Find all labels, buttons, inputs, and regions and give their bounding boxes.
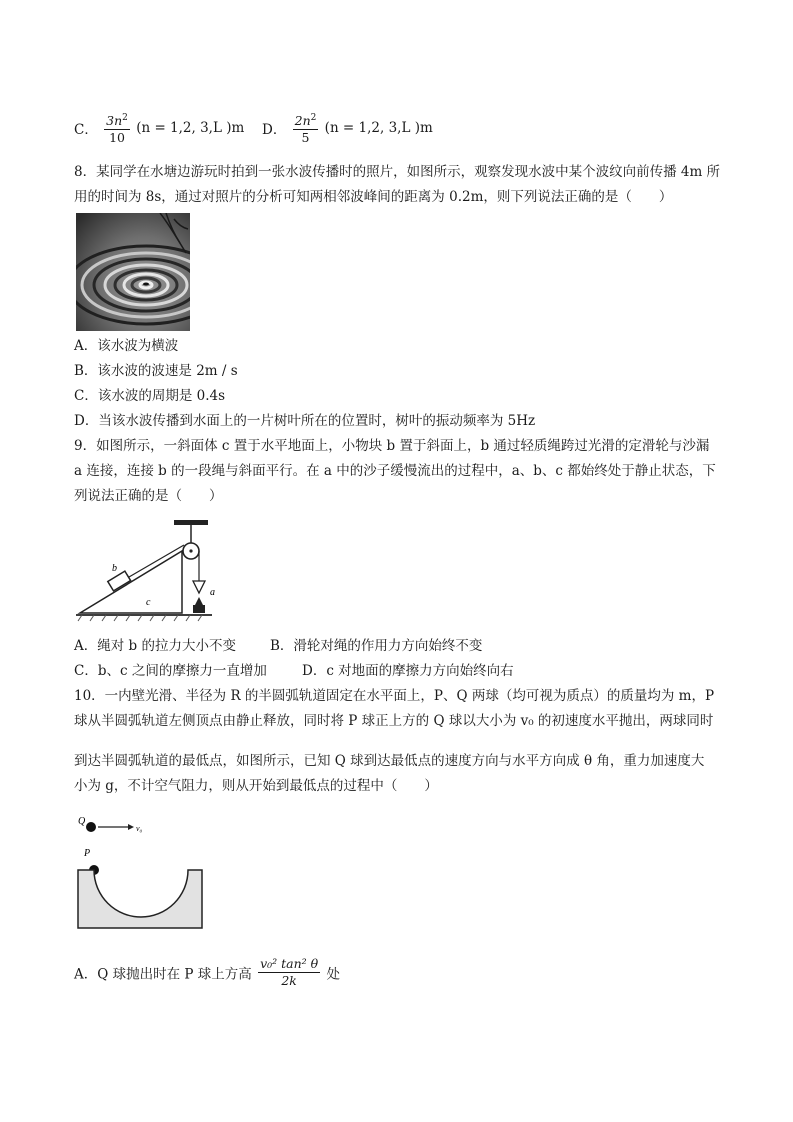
q10-text-line4: 小为 g，不计空气阻力，则从开始到最低点的过程中（ ） <box>74 778 438 794</box>
label-a: a <box>210 587 215 598</box>
prev-option-d <box>262 110 433 146</box>
prev-option-d-denominator: 5 <box>301 130 310 146</box>
q10-text-line1: 10．一内壁光滑、半径为 R 的半圆弧轨道固定在水平面上，P、Q 两球（均可视为质点）的质量均为 m，P <box>74 688 715 704</box>
q10-option-a <box>74 956 340 989</box>
label-v0: v₀ <box>136 824 143 833</box>
q8-text-line1: 8．某同学在水塘边游玩时拍到一张水波传播时的照片，如图所示，观察发现水波中某个波纹向前传播 4m 所 <box>74 164 721 180</box>
q8-option-b: B．该水波的波速是 2m / s <box>74 363 238 379</box>
incline-pulley-diagram <box>74 517 224 627</box>
q9-option-d: D．c 对地面的摩擦力方向始终向右 <box>302 663 514 679</box>
label-b: b <box>112 563 117 574</box>
prev-option-c-label: C． <box>74 122 98 139</box>
q9-option-c: C．b、c 之间的摩擦力一直增加 <box>74 663 267 679</box>
q8-text-line2: 用的时间为 8s，通过对照片的分析可知两相邻波峰间的距离为 0.2m，则下列说法正确的是（ ） <box>74 189 673 205</box>
prev-option-d-label: D． <box>262 122 287 139</box>
q9-text-line3: 列说法正确的是（ ） <box>74 488 223 504</box>
q9-text-line2: a 连接，连接 b 的一段绳与斜面平行。在 a 中的沙子缓慢流出的过程中，a、b、c 都始终处于静止状态，下 <box>74 463 716 479</box>
q10-text-line2: 球从半圆弧轨道左侧顶点由静止释放，同时将 P 球正上方的 Q 球以大小为 v₀ 的初速度水平抛出，两球同时 <box>74 713 714 729</box>
q9-option-b: B．滑轮对绳的作用力方向始终不变 <box>270 638 483 654</box>
q10-option-a-numerator: v₀² tan² θ <box>260 956 319 971</box>
prev-option-d-numerator: 2n <box>294 113 311 129</box>
water-wave-photo <box>76 213 190 331</box>
prev-option-d-exp: 2 <box>310 113 317 123</box>
prev-option-c-tail: (n = 1,2, 3,L )m <box>136 120 245 137</box>
q9-option-a: A．绳对 b 的拉力大小不变 <box>74 638 236 654</box>
q10-option-a-text: A．Q 球抛出时在 P 球上方高 <box>74 966 252 983</box>
label-p: P <box>84 848 91 859</box>
prev-option-c-exp: 2 <box>122 113 128 123</box>
q10-text-line3: 到达半圆弧轨道的最低点，如图所示，已知 Q 球到达最低点的速度方向与水平方向成 θ 角，重力加速度大 <box>74 753 705 769</box>
q8-option-d: D．当该水波传播到水面上的一片树叶所在的位置时，树叶的振动频率为 5Hz <box>74 413 536 429</box>
prev-option-c <box>74 110 244 146</box>
q8-option-a: A．该水波为横波 <box>74 338 179 354</box>
q10-option-a-denominator: 2k <box>281 973 297 988</box>
q8-option-c: C．该水波的周期是 0.4s <box>74 388 226 404</box>
q10-option-a-fraction <box>258 956 320 989</box>
prev-option-c-denominator: 10 <box>109 130 125 146</box>
prev-option-d-tail: (n = 1,2, 3,L )m <box>324 120 433 137</box>
q9-text-line1: 9．如图所示，一斜面体 c 置于水平地面上，小物块 b 置于斜面上，b 通过轻质绳跨过光滑的定滑轮与沙漏 <box>74 438 710 454</box>
q10-option-a-suffix: 处 <box>326 966 340 983</box>
semicircle-track-diagram <box>74 812 206 934</box>
prev-option-d-fraction <box>293 110 319 146</box>
prev-option-c-fraction <box>104 110 130 146</box>
prev-option-c-numerator: 3n <box>106 113 123 129</box>
label-q: Q <box>78 816 86 827</box>
label-c: c <box>146 597 151 608</box>
